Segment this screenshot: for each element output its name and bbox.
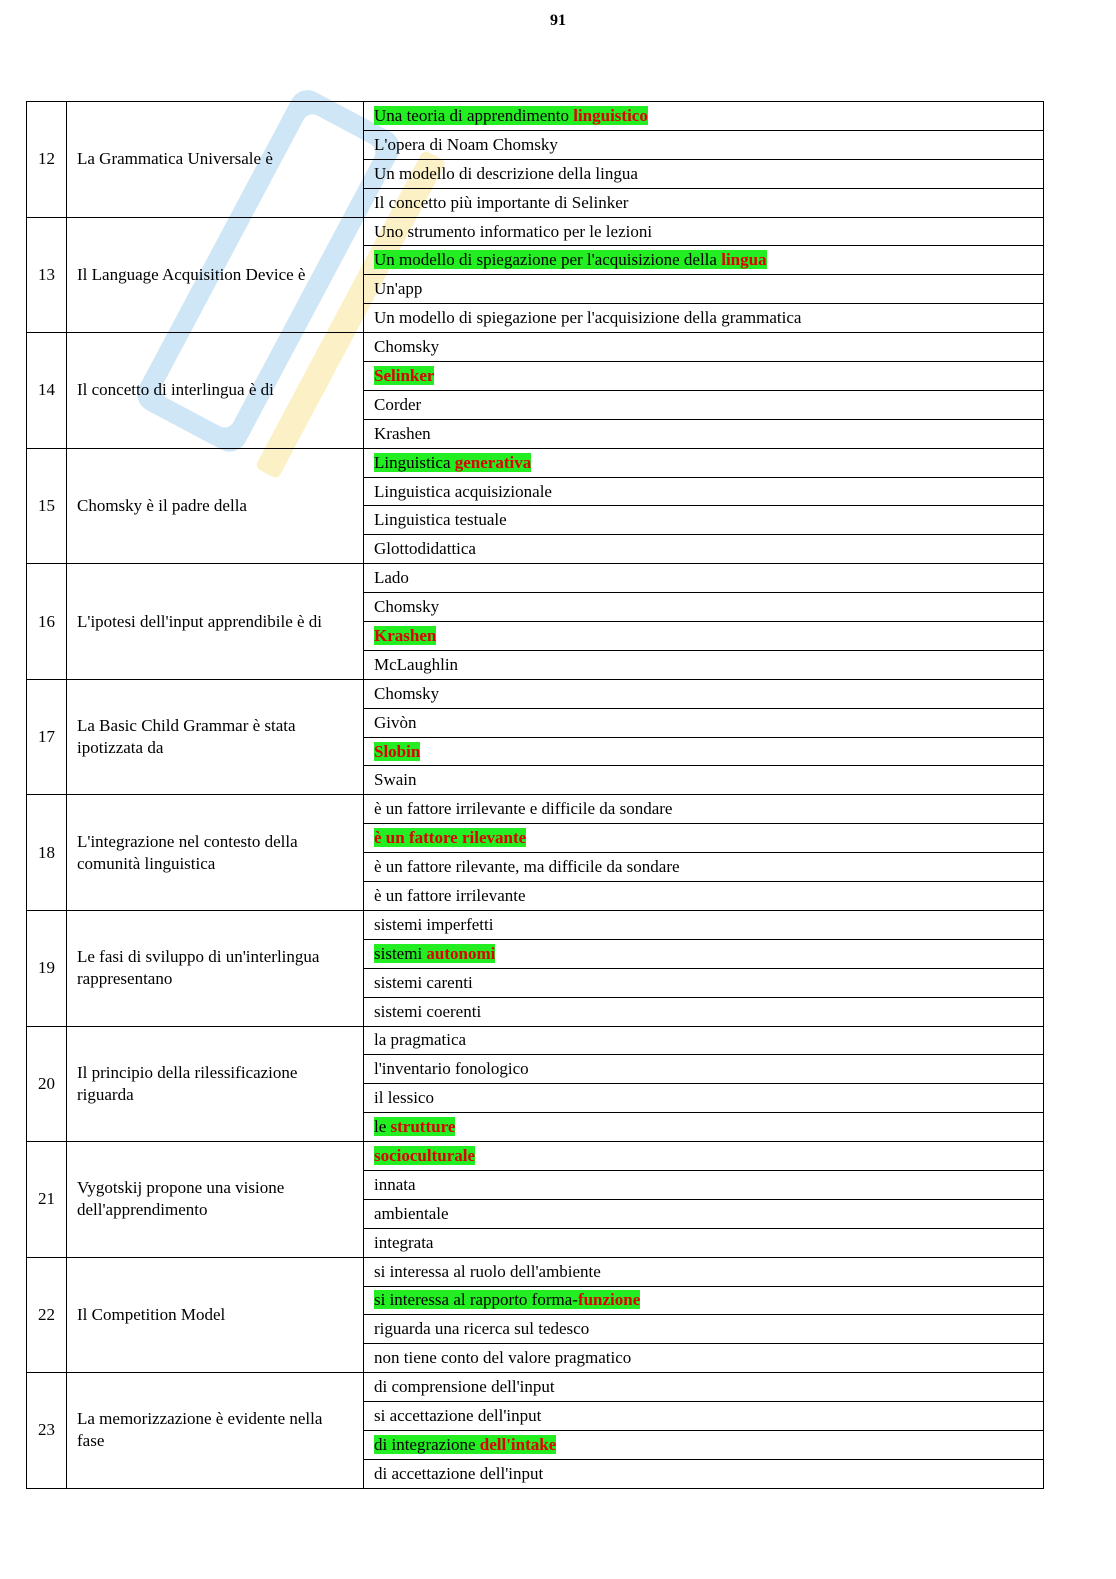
answer-option-correct (364, 102, 1044, 131)
answer-option (364, 1373, 1044, 1402)
question-number: 21 (27, 1142, 67, 1258)
option-text (374, 684, 439, 703)
question-option-row (27, 1373, 1044, 1402)
answer-option (364, 766, 1044, 795)
option-text (374, 1088, 434, 1107)
answer-option-correct (364, 1142, 1044, 1171)
question-option-row (27, 1257, 1044, 1286)
question-number: 19 (27, 910, 67, 1026)
option-keyword: linguistico (573, 105, 648, 125)
option-plain-text: Linguistica (374, 452, 455, 472)
option-plain-text: si interessa al rapporto forma- (374, 1290, 578, 1310)
answer-option (364, 477, 1044, 506)
answer-option (364, 1199, 1044, 1228)
question-text: Le fasi di sviluppo di un'interlingua rappresentano (67, 910, 364, 1026)
answer-option (364, 564, 1044, 593)
option-plain-text: di comprensione dell'input (374, 1377, 555, 1397)
option-plain-text: Un modello di descrizione della lingua (374, 163, 638, 183)
option-text (374, 1348, 631, 1367)
answer-option (364, 1055, 1044, 1084)
question-text: Chomsky è il padre della (67, 448, 364, 564)
option-plain-text: la pragmatica (374, 1030, 467, 1050)
option-text (374, 250, 767, 269)
question-number: 15 (27, 448, 67, 564)
answer-option (364, 853, 1044, 882)
option-plain-text: Un modello di spiegazione per l'acquisizione della (374, 250, 722, 270)
option-plain-text: Glottodidattica (374, 539, 476, 559)
question-number: 13 (27, 217, 67, 333)
option-text (374, 1262, 601, 1281)
question-number: 16 (27, 564, 67, 680)
answer-option (364, 708, 1044, 737)
option-plain-text: il lessico (374, 1088, 434, 1108)
option-plain-text: è un fattore irrilevante (374, 885, 526, 905)
option-plain-text: Linguistica acquisizionale (374, 481, 552, 501)
answer-option (364, 1228, 1044, 1257)
answer-option (364, 679, 1044, 708)
question-text: Il concetto di interlingua è di (67, 333, 364, 449)
answer-option (364, 1402, 1044, 1431)
answer-option (364, 1084, 1044, 1113)
answer-option (364, 217, 1044, 246)
option-plain-text: sistemi coerenti (374, 1001, 482, 1021)
answer-option-correct (364, 939, 1044, 968)
answer-option (364, 390, 1044, 419)
option-text (374, 973, 473, 992)
answer-option (364, 304, 1044, 333)
answer-option-correct (364, 1430, 1044, 1459)
question-text: La Basic Child Grammar è stata ipotizzata da (67, 679, 364, 795)
question-option-row (27, 795, 1044, 824)
option-plain-text: integrata (374, 1232, 434, 1252)
option-text (374, 713, 417, 732)
question-option-row (27, 679, 1044, 708)
option-text (374, 886, 526, 905)
option-plain-text: riguarda una ricerca sul tedesco (374, 1319, 590, 1339)
answer-option (364, 535, 1044, 564)
option-text (374, 1319, 589, 1338)
option-plain-text: sistemi (374, 943, 427, 963)
quiz-table (26, 101, 1044, 1489)
question-text: Il Competition Model (67, 1257, 364, 1373)
option-text (374, 799, 672, 818)
option-text (374, 742, 420, 761)
option-keyword: funzione (577, 1290, 641, 1310)
answer-option-correct (364, 246, 1044, 275)
answer-option (364, 968, 1044, 997)
answer-option (364, 159, 1044, 188)
option-text (374, 1377, 555, 1396)
option-text (374, 337, 439, 356)
option-text (374, 828, 526, 847)
option-plain-text: non tiene conto del valore pragmatico (374, 1348, 632, 1368)
option-plain-text: Linguistica testuale (374, 510, 507, 530)
answer-option-correct (364, 824, 1044, 853)
option-plain-text: Uno strumento informatico per le lezioni (374, 221, 653, 241)
option-text (374, 222, 652, 241)
question-option-row (27, 333, 1044, 362)
answer-option (364, 419, 1044, 448)
question-option-row (27, 102, 1044, 131)
option-text (374, 1233, 433, 1252)
answer-option (364, 1170, 1044, 1199)
answer-option (364, 882, 1044, 911)
option-text (374, 510, 507, 529)
option-plain-text: è un fattore irrilevante e difficile da sondare (374, 799, 673, 819)
answer-option (364, 130, 1044, 159)
option-plain-text: Un modello di spiegazione per l'acquisizione della grammatica (374, 308, 802, 328)
question-option-row (27, 1026, 1044, 1055)
option-plain-text: l'inventario fonologico (374, 1059, 529, 1079)
option-plain-text: Krashen (374, 423, 431, 443)
answer-option (364, 333, 1044, 362)
answer-option (364, 1315, 1044, 1344)
option-keyword: strutture (390, 1117, 456, 1137)
option-text (374, 482, 552, 501)
option-plain-text: Un'app (374, 279, 423, 299)
question-text: Il Language Acquisition Device è (67, 217, 364, 333)
option-plain-text: Lado (374, 568, 409, 588)
answer-option (364, 275, 1044, 304)
option-text (374, 1464, 543, 1483)
option-text (374, 279, 422, 298)
question-option-row (27, 1142, 1044, 1171)
option-plain-text: Chomsky (374, 683, 440, 703)
option-text (374, 655, 458, 674)
question-number: 18 (27, 795, 67, 911)
option-keyword: dell'intake (479, 1434, 557, 1454)
option-plain-text: sistemi carenti (374, 972, 473, 992)
question-text: L'ipotesi dell'input apprendibile è di (67, 564, 364, 680)
option-text (374, 453, 531, 472)
answer-option (364, 506, 1044, 535)
option-plain-text: Una teoria di apprendimento (374, 105, 574, 125)
option-keyword: lingua (721, 250, 767, 270)
option-text (374, 1059, 529, 1078)
question-text: La memorizzazione è evidente nella fase (67, 1373, 364, 1489)
answer-option (364, 1459, 1044, 1488)
option-plain-text: McLaughlin (374, 654, 459, 674)
option-plain-text: Il concetto più importante di Selinker (374, 192, 629, 212)
option-text (374, 395, 421, 414)
option-text (374, 626, 436, 645)
option-text (374, 308, 801, 327)
option-plain-text: Chomsky (374, 597, 440, 617)
answer-option-correct (364, 622, 1044, 651)
option-plain-text: si interessa al ruolo dell'ambiente (374, 1261, 601, 1281)
option-plain-text: Corder (374, 394, 422, 414)
option-keyword: autonomi (426, 943, 496, 963)
question-option-row (27, 448, 1044, 477)
option-plain-text: di integrazione (374, 1434, 480, 1454)
question-number: 17 (27, 679, 67, 795)
answer-option-correct (364, 1286, 1044, 1315)
option-text (374, 1117, 455, 1136)
option-plain-text: è un fattore rilevante, ma difficile da sondare (374, 857, 680, 877)
option-plain-text: sistemi imperfetti (374, 914, 494, 934)
question-number: 23 (27, 1373, 67, 1489)
question-number: 22 (27, 1257, 67, 1373)
option-text (374, 1030, 466, 1049)
question-option-row (27, 564, 1044, 593)
option-keyword: è un fattore rilevante (374, 828, 527, 848)
option-keyword: generativa (454, 452, 532, 472)
option-text (374, 568, 409, 587)
option-text (374, 106, 648, 125)
option-text (374, 1290, 640, 1309)
option-text (374, 857, 680, 876)
answer-option-correct (364, 362, 1044, 391)
answer-option-correct (364, 448, 1044, 477)
answer-option-correct (364, 737, 1044, 766)
option-text (374, 135, 558, 154)
question-option-row (27, 217, 1044, 246)
answer-option-correct (364, 1113, 1044, 1142)
answer-option (364, 1257, 1044, 1286)
question-text: L'integrazione nel contesto della comunità linguistica (67, 795, 364, 911)
option-text (374, 944, 495, 963)
answer-option (364, 188, 1044, 217)
option-plain-text: Swain (374, 770, 417, 790)
question-option-row (27, 910, 1044, 939)
answer-option (364, 795, 1044, 824)
option-text (374, 164, 638, 183)
page-number: 91 (550, 12, 566, 29)
question-number: 12 (27, 102, 67, 218)
option-text (374, 424, 431, 443)
option-text (374, 193, 628, 212)
option-text (374, 1175, 416, 1194)
option-text (374, 597, 439, 616)
answer-option (364, 593, 1044, 622)
option-text (374, 1406, 541, 1425)
option-text (374, 770, 417, 789)
option-text (374, 1204, 449, 1223)
answer-option (364, 997, 1044, 1026)
option-plain-text: innata (374, 1174, 416, 1194)
option-plain-text: si accettazione dell'input (374, 1406, 542, 1426)
option-plain-text: Chomsky (374, 337, 440, 357)
option-text (374, 1146, 475, 1165)
answer-option (364, 650, 1044, 679)
question-text: Il principio della rilessificazione riguarda (67, 1026, 364, 1142)
option-plain-text: ambientale (374, 1203, 449, 1223)
option-keyword: Krashen (374, 625, 437, 645)
option-plain-text: L'opera di Noam Chomsky (374, 134, 558, 154)
option-keyword: socioculturale (374, 1146, 476, 1165)
option-text (374, 915, 493, 934)
answer-option (364, 1344, 1044, 1373)
option-plain-text: di accettazione dell'input (374, 1463, 544, 1483)
question-number: 20 (27, 1026, 67, 1142)
option-text (374, 1002, 481, 1021)
answer-option (364, 910, 1044, 939)
option-keyword: Slobin (374, 741, 421, 761)
option-text (374, 366, 434, 385)
question-text: Vygotskij propone una visione dell'apprendimento (67, 1142, 364, 1258)
option-text (374, 1435, 556, 1454)
question-number: 14 (27, 333, 67, 449)
option-text (374, 539, 476, 558)
option-plain-text: Givòn (374, 712, 417, 732)
answer-option (364, 1026, 1044, 1055)
option-plain-text: le (374, 1117, 391, 1137)
question-text: La Grammatica Universale è (67, 102, 364, 218)
option-keyword: Selinker (374, 365, 435, 385)
